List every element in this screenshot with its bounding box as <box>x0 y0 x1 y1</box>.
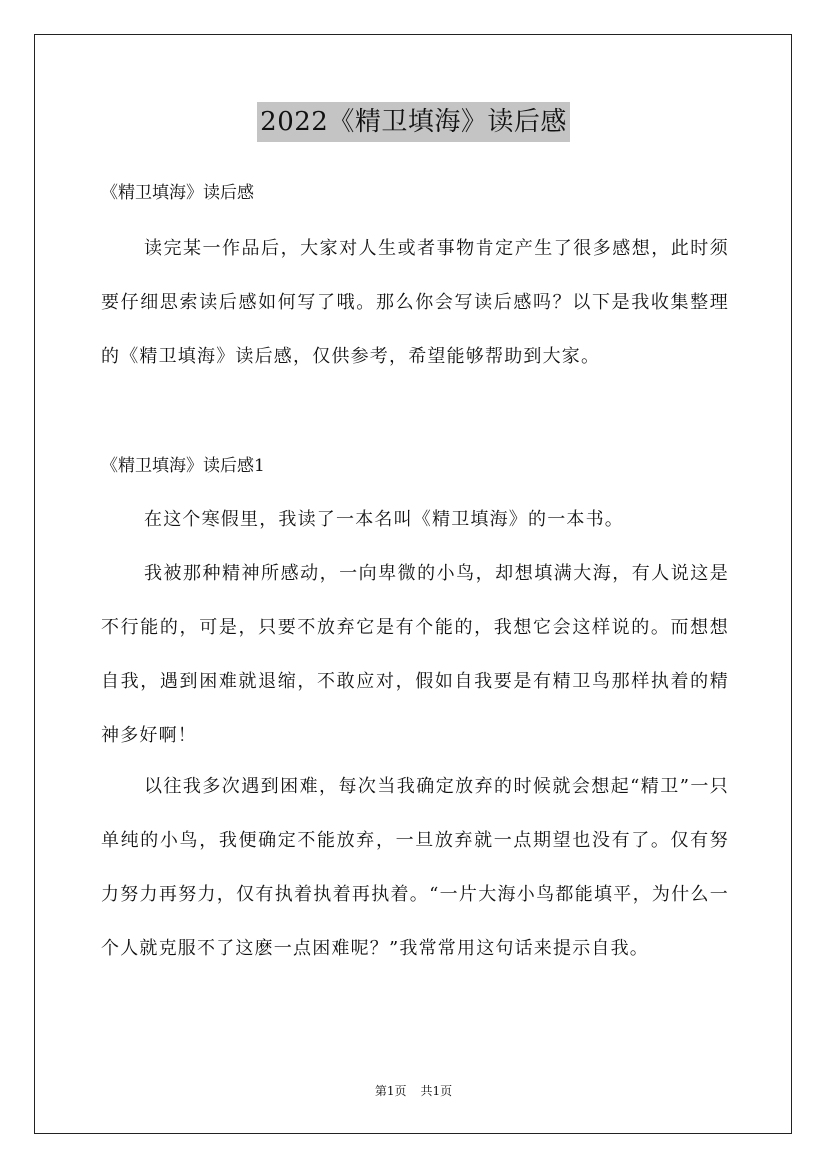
document-title-text: 2022《精卫填海》读后感 <box>257 102 570 142</box>
document-title <box>0 102 827 142</box>
page-footer <box>0 1083 827 1099</box>
intro-paragraph: 读完某一作品后，大家对人生或者事物肯定产生了很多感想，此时须要仔细思索读后感如何写了哦。那么你会写读后感吗？以下是我收集整理的《精卫填海》读后感，仅供参考，希望能够帮助到大家。 <box>101 238 729 367</box>
intro-heading: 《精卫填海》读后感 <box>101 183 254 203</box>
body-paragraph-3: 以往我多次遇到困难，每次当我确定放弃的时候就会想起“精卫”一只单纯的小鸟，我便确定不能放弃，一旦放弃就一点期望也没有了。仅有努力努力再努力，仅有执着执着再执着。“一片大海小鸟都能填平，为什么一个人就克服不了这麽一点困难呢？”我常常用这句话来提示自我。 <box>101 776 729 959</box>
page-number: 第1页 <box>374 1084 407 1098</box>
body-paragraph-1: 在这个寒假里，我读了一本名叫《精卫填海》的一本书。 <box>144 509 624 530</box>
section-heading: 《精卫填海》读后感1 <box>101 456 265 476</box>
body-paragraph-2: 我被那种精神所感动，一向卑微的小鸟，却想填满大海，有人说这是不行能的，可是，只要不放弃它是有个能的，我想它会这样说的。而想想自我，遇到困难就退缩，不敢应对，假如自我要是有精卫鸟那样执着的精神多好啊！ <box>101 563 729 746</box>
page-total: 共1页 <box>420 1084 453 1098</box>
